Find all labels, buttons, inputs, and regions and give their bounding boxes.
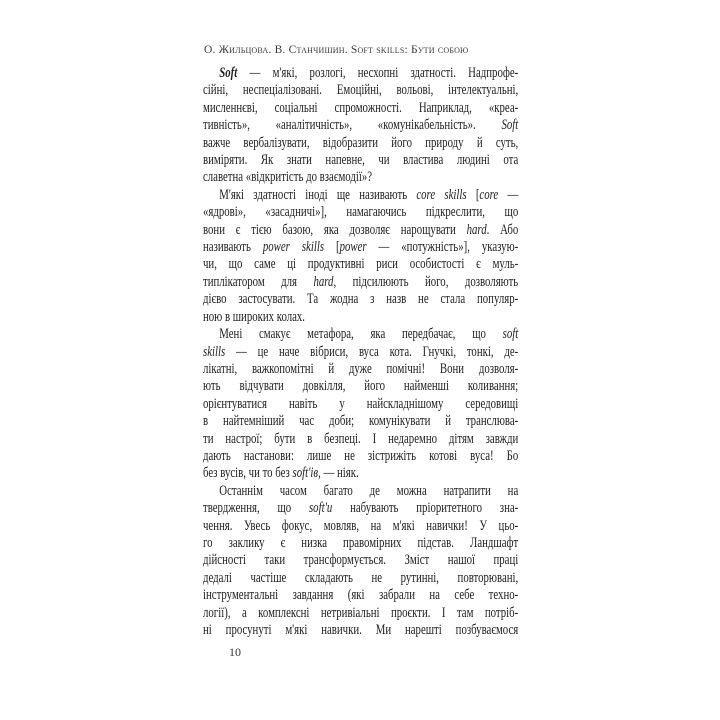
text-segment: М'які здатності іноді ще називають [219,186,417,203]
text-segment: орієнтуватися навіть у найскладнішому середовищі [203,395,519,412]
text-line [203,344,518,361]
text-line [203,100,518,117]
text-segment: го заклику є низка правомірних підстав. Ландшафт [203,534,519,551]
text-line [203,396,518,413]
text-line [203,413,518,430]
text-segment: в найтемніший час доби; комунікувати й транслюва- [203,413,519,430]
text-segment: дійсності таки трансформується. Зміст нашої праці [203,552,519,569]
text-line [203,309,518,326]
italic-term: Soft [501,117,519,134]
text-segment: «ядрові», «засадничі»], намагаючись підкреслити, що [203,204,519,221]
italic-term: hard [466,221,487,238]
text-segment: чи, що саме ці продуктивні риси особистості є муль- [203,256,519,273]
text-segment: ною в широких колах. [203,308,306,325]
text-segment: славетна «відкритість до взаємодії»? [203,169,373,186]
running-header: О. Жильцова. В. Станчишин. Soft skills: Бути собою [204,44,469,56]
italic-term: skills [203,343,226,360]
text-line [203,483,518,500]
text-line [203,535,518,552]
text-segment: — м'які, розлогі, несхопні здатності. Надпрофе- [237,65,519,81]
body-text [203,65,518,639]
text-line [203,570,518,587]
text-segment: дедалі частіше складають не рутинні, повторювані, [203,569,519,586]
text-segment: сійні, неспеціалізовані. Емоційні, вольові, інтелектуальні, [203,82,519,99]
text-line [203,169,518,186]
text-segment: набувають пріоритетного зна- [332,500,519,517]
text-segment: називають [203,239,263,256]
text-line [203,291,518,308]
text-line [203,518,518,535]
text-line [203,552,518,569]
text-segment: , — ніяк. [318,465,359,482]
text-segment: мисленнєві, соціальні спроможності. Наприклад, «креа- [203,99,519,116]
text-segment: — «потужність»], указую- [366,239,519,256]
italic-term: soft [502,326,519,343]
italic-term: soft'и [308,500,333,517]
text-segment: . Або [486,221,519,238]
text-line [203,135,518,152]
text-segment: дають настанови: лише не зістрижіть котові вуса! Бо [203,447,519,464]
text-line [203,82,518,99]
text-segment: без вусів, чи то без [203,465,293,482]
bold-term: Soft [219,65,238,81]
text-segment: лікатні, важкопомітні й дуже помічні! Вони дозволя- [203,360,519,377]
text-segment: ють відчувати довкілля, його найменші коливання; [203,378,519,395]
text-line [203,431,518,448]
text-line [203,500,518,517]
text-line [203,448,518,465]
text-line [203,326,518,343]
text-line [203,239,518,256]
text-segment: Останнім часом багато де можна натрапити на [219,482,519,499]
text-line [203,65,518,82]
text-line [203,256,518,273]
italic-term: power [339,239,367,256]
text-line [203,361,518,378]
text-line [203,117,518,134]
text-segment: дієво застосувати. Та жодна з назв не стала популяр- [203,291,519,308]
page-number: 10 [229,645,241,659]
text-segment: Мені смакує метафора, яка передбачає, що [219,326,503,343]
text-segment: ти настрої; бути в безпеці. І недаремно дітям завжди [203,430,519,447]
text-segment: чення. Увесь фокус, мовляв, на м'які навички! У цьо- [203,517,519,534]
text-line [203,622,518,639]
text-line [203,222,518,239]
text-line [203,187,518,204]
text-segment: ні просунуті м'які навички. Ми нарешті позбуваємося [203,622,519,638]
text-line [203,378,518,395]
text-segment: [ [466,186,480,203]
text-segment: — [498,186,519,203]
text-segment: інструментальні завдання (які забрали на себе техно- [203,587,519,604]
italic-term: power skills [262,239,325,256]
text-segment: виміряти. Як знати напевне, чи властива людині ота [203,152,519,169]
text-line [203,152,518,169]
text-segment: твердження, що [203,500,309,517]
text-segment: важче вербалізувати, відобразити його природу й суть, [203,134,519,151]
italic-term: hard [313,273,334,290]
text-line [203,204,518,221]
text-segment: , підсилюють його, дозволяють [333,273,519,290]
text-segment: [ [324,239,340,256]
text-line [203,605,518,622]
italic-term: soft'ів [292,465,319,482]
text-segment: типлікатором для [203,273,314,290]
text-segment: тивність», «аналітичність», «комунікабельність». [203,117,502,134]
text-line [203,465,518,482]
text-segment: — це наче вібриси, вуса кота. Гнучкі, тонкі, де- [225,343,519,360]
italic-term: core skills [416,186,467,203]
text-segment: вони є тією базою, яка дозволяє нарощувати [203,221,467,238]
text-line [203,587,518,604]
text-line [203,274,518,291]
text-segment: логії), а комплексні нетривіальні проєкти. І там потріб- [203,604,519,621]
italic-term: core [479,186,499,203]
